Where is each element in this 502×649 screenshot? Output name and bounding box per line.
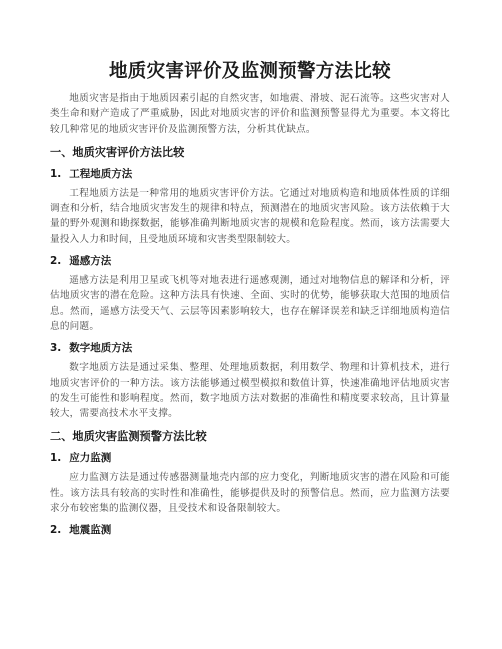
section-2-item-1-heading — [50, 451, 450, 465]
item-number: 2. — [50, 255, 62, 268]
section-2-item-2-heading — [50, 523, 450, 537]
item-heading-text: 数字地质方法 — [69, 342, 133, 355]
item-number: 3. — [50, 342, 62, 355]
item-number: 1. — [50, 452, 62, 465]
item-heading-text: 遥感方法 — [69, 255, 112, 268]
section-1-item-1-heading — [50, 167, 450, 181]
section-2-heading: 二、地质灾害监测预警方法比较 — [50, 430, 207, 444]
section-2-item-1-text: 应力监测方法是通过传感器测量地壳内部的应力变化，判断地质灾害的潜在风险和可能性。该方法具有较高的实时性和准确性，能够提供及时的预警信息。然而，应力监测方法要求分布较密集的监测仪器，且受技术和设备限制较大。 — [50, 472, 450, 515]
item-heading-text: 地震监测 — [69, 524, 112, 537]
item-number: 1. — [50, 167, 62, 180]
document-title: 地质灾害评价及监测预警方法比较 — [108, 61, 391, 82]
section-1-item-2-text: 遥感方法是利用卫星或飞机等对地表进行遥感观测，通过对地物信息的解译和分析，评估地质灾害的潜在危险。这种方法具有快速、全面、实时的优势，能够获取大范围的地质信息。然而，遥感方法受天气、云层等因素影响较大，也存在解译误差和缺乏详细地质构造信息的问题。 — [50, 275, 450, 332]
section-1-item-3-heading — [50, 341, 450, 355]
section-1-item-3-text: 数字地质方法是通过采集、整理、处理地质数据，利用数学、物理和计算机技术，进行地质灾害评价的一种方法。该方法能够通过模型模拟和数值计算，快速准确地评估地质灾害的发生可能性和影响程度。然而，数字地质方法对数据的准确性和精度要求较高，且计算量较大，需要高技术水平支撑。 — [50, 362, 450, 420]
item-heading-text: 工程地质方法 — [69, 167, 133, 180]
item-heading-text: 应力监测 — [69, 452, 112, 465]
section-1-item-2-heading — [50, 254, 450, 268]
item-number: 2. — [50, 524, 62, 537]
intro-paragraph: 地质灾害是指由于地质因素引起的自然灾害，如地震、滑坡、泥石流等。这些灾害对人类生命和财产造成了严重威胁，因此对地质灾害的评价和监测预警显得尤为重要。本文将比较几种常见的地质灾害评价及监测预警方法，分析其优缺点。 — [50, 93, 450, 135]
section-1-item-1-text: 工程地质方法是一种常用的地质灾害评价方法。它通过对地质构造和地质体性质的详细调查和分析，结合地质灾害发生的规律和特点，预测潜在的地质灾害风险。该方法依赖于大量的野外观测和勘探数据，能够准确判断地质灾害的规模和危险程度。然而，该方法需要大量投入人力和时间，且受地质环境和灾害类型限制较大。 — [50, 187, 450, 245]
section-1-heading: 一、地质灾害评价方法比较 — [50, 145, 185, 159]
